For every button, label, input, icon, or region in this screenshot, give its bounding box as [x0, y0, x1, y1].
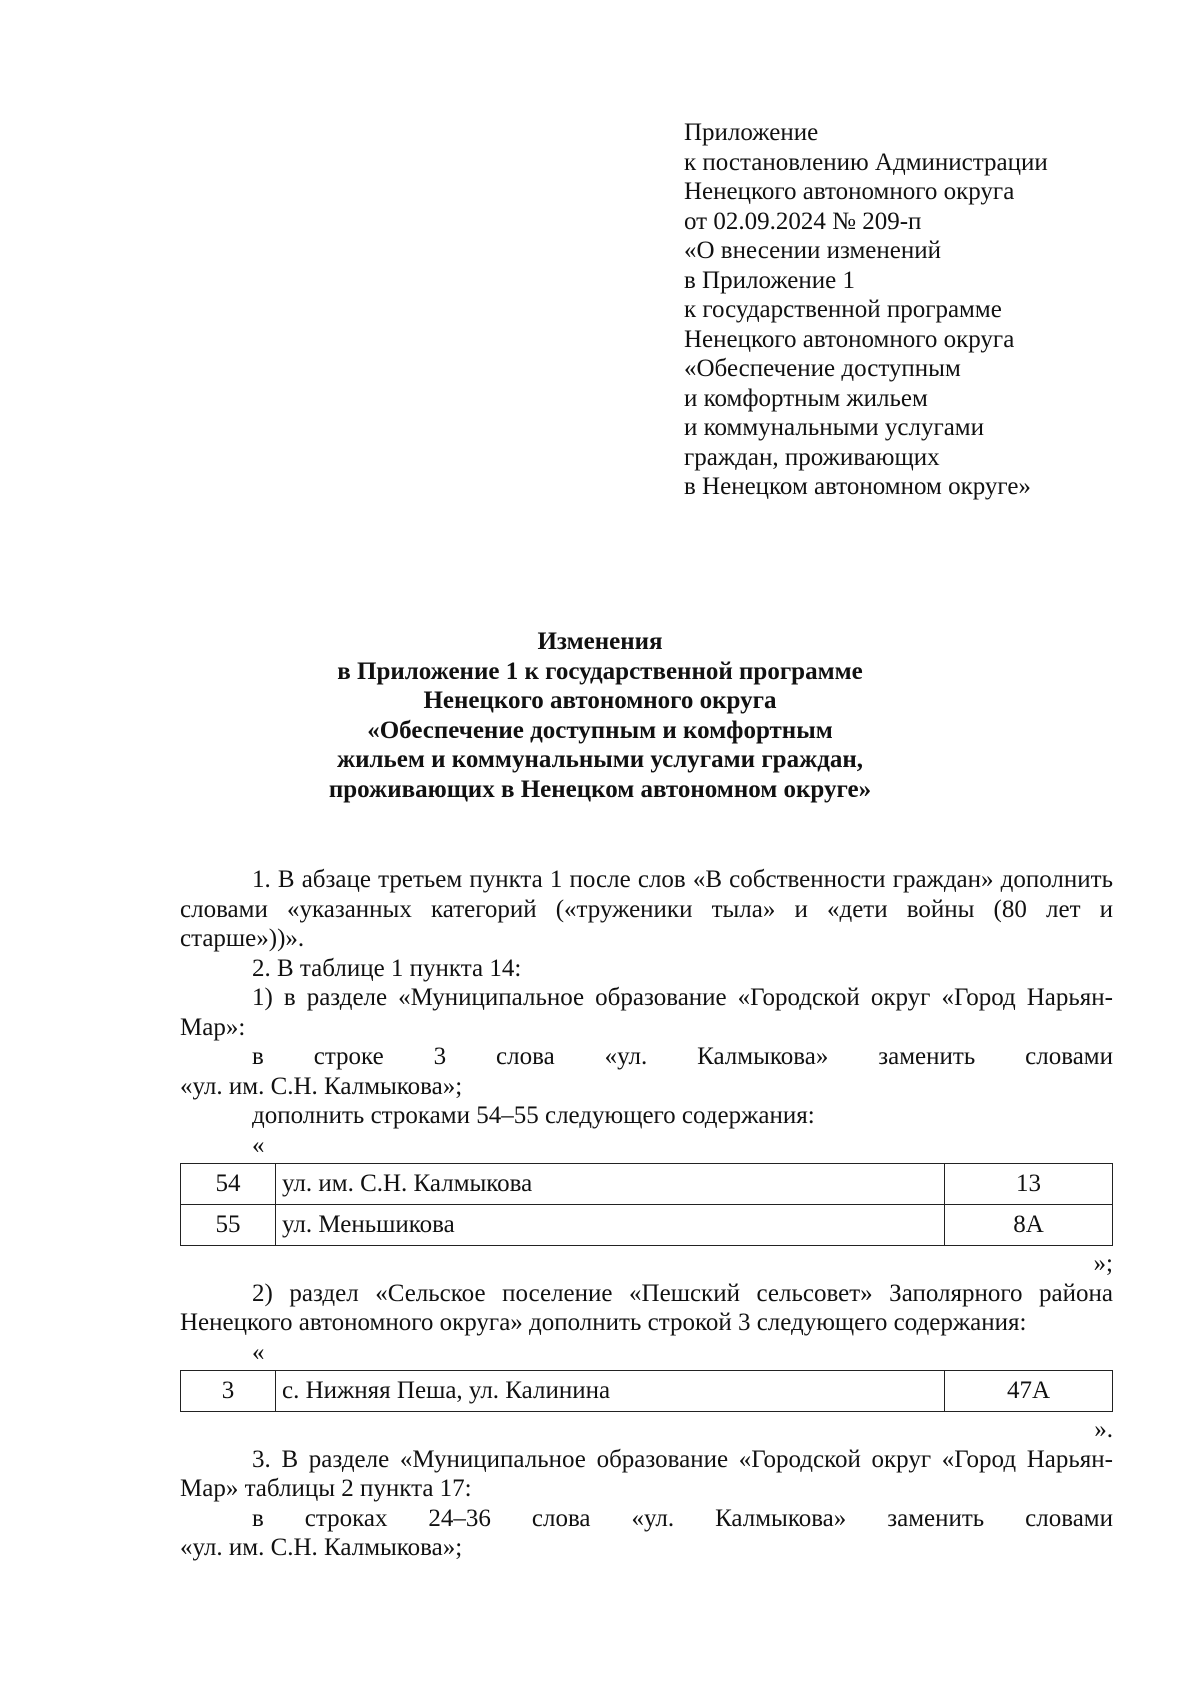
appendix-line: и коммунальными услугами	[684, 414, 984, 441]
paragraph-4-line-1: в строке 3 слова «ул. Калмыкова» заменить словами	[252, 1043, 1113, 1070]
table-addresses-2	[180, 1370, 1113, 1412]
appendix-line: «Обеспечение доступным	[684, 355, 961, 382]
paragraph-8-line-2: «ул. им. С.Н. Калмыкова»;	[180, 1534, 463, 1561]
paragraph-2: 2. В таблице 1 пункта 14:	[252, 954, 522, 982]
row-number: 3	[181, 1371, 276, 1412]
table-row	[181, 1371, 1113, 1412]
appendix-header	[684, 118, 1124, 502]
paragraph-3: 1) в разделе «Муниципальное образование «Городской округ «Город Нарьян-Мар»:	[180, 984, 1113, 1041]
appendix-line: Ненецкого автономного округа	[684, 325, 1015, 353]
paragraph-5: дополнить строками 54–55 следующего содержания:	[252, 1102, 815, 1129]
appendix-line: и комфортным жильем	[684, 384, 928, 412]
house-number-cell: 8А	[945, 1205, 1113, 1246]
appendix-line: Приложение	[684, 119, 819, 146]
appendix-line: «О внесении изменений	[684, 237, 942, 264]
paragraph-8-line-1: в строках 24–36 слова «ул. Калмыкова» заменить словами	[252, 1504, 1113, 1532]
title-line: жильем и коммунальными услугами граждан,	[336, 746, 863, 773]
quote-close-mark: ».	[1094, 1416, 1113, 1443]
appendix-line: в Ненецком автономном округе»	[684, 473, 1031, 500]
title-line: «Обеспечение доступным и комфортным	[367, 716, 833, 744]
appendix-line: к постановлению Администрации	[684, 148, 1048, 176]
title-line: Ненецкого автономного округа	[423, 687, 777, 714]
house-number-cell: 47А	[945, 1371, 1113, 1412]
street-cell: ул. им. С.Н. Калмыкова	[276, 1164, 945, 1205]
appendix-line: к государственной программе	[684, 296, 1002, 323]
house-number-cell: 13	[945, 1164, 1113, 1205]
paragraph-1: 1. В абзаце третьем пункта 1 после слов «В собственности граждан» дополнить словами «указанных категорий («труженики тыла» и «дети войны (80 лет и старше»))».	[180, 866, 1113, 952]
paragraph-7: 3. В разделе «Муниципальное образование «Городской округ «Город Нарьян-Мар» таблицы 2 пункта 17:	[180, 1445, 1113, 1502]
quote-close-mark: »;	[1093, 1250, 1113, 1277]
document-title	[170, 627, 1030, 804]
quote-open-mark: «	[252, 1131, 265, 1159]
paragraph-4-line-2: «ул. им. С.Н. Калмыкова»;	[180, 1072, 463, 1100]
title-line: проживающих в Ненецком автономном округе»	[328, 775, 872, 803]
quote-open-mark: «	[252, 1338, 265, 1366]
street-cell: с. Нижняя Пеша, ул. Калинина	[276, 1371, 945, 1412]
appendix-line: граждан, проживающих	[684, 443, 940, 471]
table-row	[181, 1164, 1113, 1205]
appendix-line: Ненецкого автономного округа	[684, 178, 1015, 205]
row-number: 55	[181, 1205, 276, 1246]
appendix-line: в Приложение 1	[684, 266, 855, 294]
document-body	[180, 865, 1113, 1563]
title-line: в Приложение 1 к государственной программе	[337, 657, 863, 685]
row-number: 54	[181, 1164, 276, 1205]
appendix-line: от 02.09.2024 № 209-п	[684, 207, 922, 235]
street-cell: ул. Меньшикова	[276, 1205, 945, 1246]
table-addresses-1	[180, 1163, 1113, 1246]
paragraph-6: 2) раздел «Сельское поселение «Пешский сельсовет» Заполярного района Ненецкого автономного округа» дополнить строкой 3 следующего содержания:	[180, 1279, 1113, 1336]
table-row	[181, 1205, 1113, 1246]
title-line: Изменения	[537, 628, 663, 655]
